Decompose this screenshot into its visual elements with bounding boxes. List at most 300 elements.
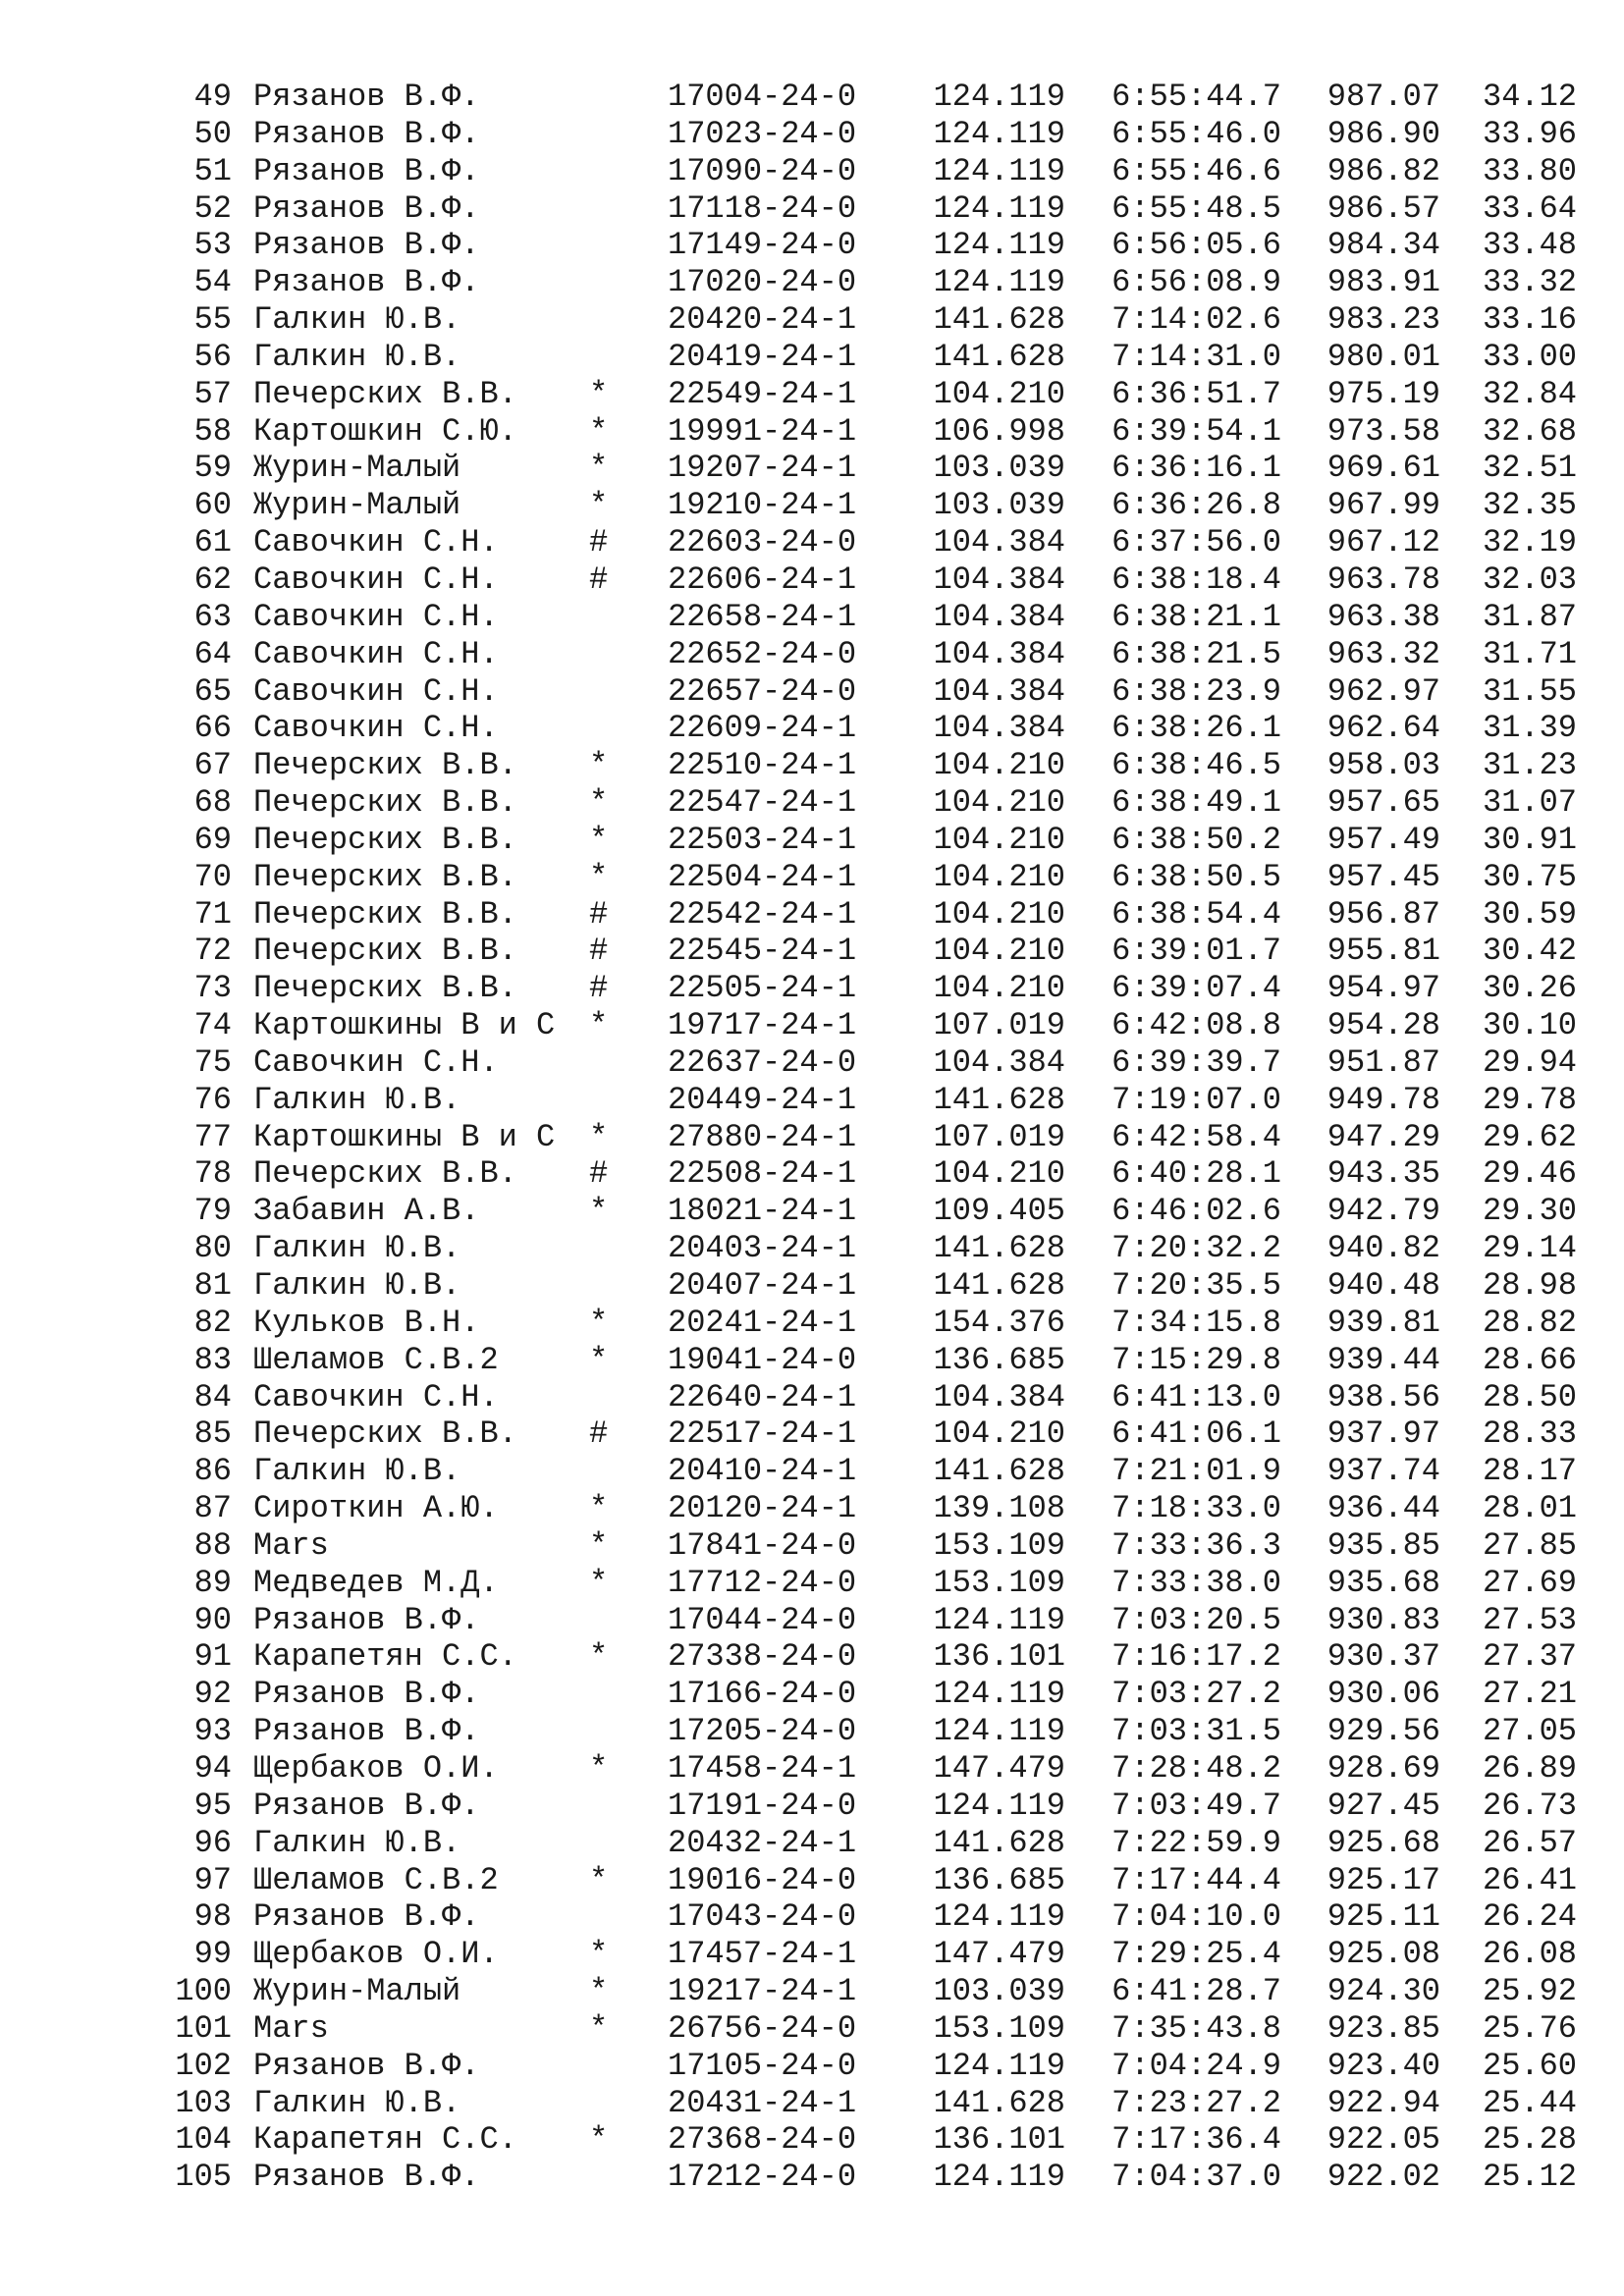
cell-flight-time: 6:36:26.8	[1111, 487, 1281, 524]
cell-flight-time: 6:38:21.1	[1111, 598, 1281, 635]
cell-points: 26.73	[1482, 1787, 1577, 1824]
cell-place: 89	[193, 1564, 232, 1601]
cell-distance: 104.210	[933, 747, 1065, 784]
cell-ring-number: 20407-24-1	[668, 1267, 857, 1304]
cell-place: 94	[193, 1749, 232, 1787]
table-row	[0, 673, 1624, 711]
cell-ring-number: 20403-24-1	[668, 1230, 857, 1267]
table-row	[0, 2121, 1624, 2159]
cell-points: 29.14	[1482, 1230, 1577, 1267]
cell-place: 61	[193, 524, 232, 561]
cell-distance: 104.210	[933, 821, 1065, 858]
cell-place: 68	[193, 784, 232, 822]
cell-speed: 957.49	[1326, 821, 1440, 858]
cell-mark: *	[589, 1749, 609, 1787]
cell-mark: #	[589, 970, 609, 1007]
cell-speed: 923.40	[1326, 2047, 1440, 2084]
cell-mark: *	[589, 1341, 609, 1378]
cell-points: 27.53	[1482, 1601, 1577, 1638]
table-row	[0, 1119, 1624, 1156]
cell-points: 29.62	[1482, 1118, 1577, 1155]
cell-flight-time: 6:39:01.7	[1111, 933, 1281, 970]
cell-distance: 106.998	[933, 412, 1065, 450]
cell-speed: 942.79	[1326, 1193, 1440, 1230]
cell-name: Савочкин С.Н.	[253, 1378, 499, 1415]
cell-flight-time: 7:19:07.0	[1111, 1081, 1281, 1118]
table-row	[0, 413, 1624, 451]
cell-mark: #	[589, 933, 609, 970]
cell-name: Журин-Малый	[253, 487, 461, 524]
cell-place: 83	[193, 1341, 232, 1378]
cell-speed: 935.68	[1326, 1564, 1440, 1601]
cell-name: Забавин А.В.	[253, 1193, 480, 1230]
cell-name: Рязанов В.Ф.	[253, 189, 480, 227]
cell-speed: 984.34	[1326, 227, 1440, 264]
cell-mark: #	[589, 895, 609, 933]
cell-name: Галкин Ю.В.	[253, 338, 461, 375]
cell-ring-number: 22505-24-1	[668, 970, 857, 1007]
cell-distance: 104.384	[933, 672, 1065, 710]
cell-distance: 147.479	[933, 1749, 1065, 1787]
cell-name: Печерских В.В.	[253, 933, 517, 970]
table-row	[0, 859, 1624, 896]
table-row	[0, 1713, 1624, 1750]
cell-name: Рязанов В.Ф.	[253, 2047, 480, 2084]
cell-points: 27.37	[1482, 1638, 1577, 1676]
cell-speed: 928.69	[1326, 1749, 1440, 1787]
cell-ring-number: 17004-24-0	[668, 79, 857, 115]
cell-flight-time: 6:41:13.0	[1111, 1378, 1281, 1415]
cell-place: 69	[193, 821, 232, 858]
cell-ring-number: 17458-24-1	[668, 1749, 857, 1787]
cell-distance: 104.210	[933, 1415, 1065, 1453]
cell-ring-number: 17205-24-0	[668, 1713, 857, 1750]
cell-distance: 104.210	[933, 375, 1065, 412]
cell-mark: *	[589, 1304, 609, 1341]
table-row	[0, 1044, 1624, 1082]
cell-name: Журин-Малый	[253, 1973, 461, 2010]
table-row	[0, 561, 1624, 599]
table-row	[0, 1490, 1624, 1527]
table-row	[0, 896, 1624, 934]
cell-flight-time: 7:20:32.2	[1111, 1230, 1281, 1267]
cell-points: 33.80	[1482, 152, 1577, 189]
cell-ring-number: 22606-24-1	[668, 561, 857, 598]
cell-ring-number: 20410-24-1	[668, 1453, 857, 1490]
cell-points: 30.75	[1482, 858, 1577, 895]
cell-points: 25.76	[1482, 2009, 1577, 2047]
cell-distance: 124.119	[933, 115, 1065, 152]
cell-place: 73	[193, 970, 232, 1007]
cell-speed: 954.97	[1326, 970, 1440, 1007]
cell-ring-number: 17457-24-1	[668, 1936, 857, 1973]
cell-ring-number: 17841-24-0	[668, 1526, 857, 1564]
cell-distance: 109.405	[933, 1193, 1065, 1230]
cell-distance: 103.039	[933, 1973, 1065, 2010]
cell-place: 86	[193, 1453, 232, 1490]
cell-place: 90	[193, 1601, 232, 1638]
results-table	[0, 79, 1624, 2196]
cell-points: 28.50	[1482, 1378, 1577, 1415]
cell-speed: 956.87	[1326, 895, 1440, 933]
cell-name: Mars	[253, 2009, 329, 2047]
cell-speed: 963.38	[1326, 598, 1440, 635]
cell-points: 32.51	[1482, 450, 1577, 487]
table-row	[0, 524, 1624, 561]
table-row	[0, 1453, 1624, 1490]
cell-mark: #	[589, 524, 609, 561]
cell-ring-number: 22640-24-1	[668, 1378, 857, 1415]
cell-name: Савочкин С.Н.	[253, 635, 499, 672]
cell-distance: 124.119	[933, 152, 1065, 189]
cell-ring-number: 17020-24-0	[668, 264, 857, 301]
cell-place: 72	[193, 933, 232, 970]
cell-place: 49	[193, 79, 232, 115]
cell-name: Картошкины В и С	[253, 1007, 556, 1044]
table-row	[0, 2010, 1624, 2048]
cell-distance: 141.628	[933, 1267, 1065, 1304]
cell-distance: 104.384	[933, 524, 1065, 561]
cell-mark: *	[589, 1526, 609, 1564]
cell-distance: 104.384	[933, 710, 1065, 747]
cell-name: Галкин Ю.В.	[253, 1824, 461, 1861]
cell-place: 105	[175, 2159, 232, 2196]
cell-place: 80	[193, 1230, 232, 1267]
cell-ring-number: 27338-24-0	[668, 1638, 857, 1676]
cell-flight-time: 7:04:37.0	[1111, 2159, 1281, 2196]
table-row	[0, 1155, 1624, 1193]
cell-place: 92	[193, 1676, 232, 1713]
cell-ring-number: 19210-24-1	[668, 487, 857, 524]
cell-place: 52	[193, 189, 232, 227]
cell-ring-number: 19217-24-1	[668, 1973, 857, 2010]
cell-speed: 973.58	[1326, 412, 1440, 450]
table-row	[0, 264, 1624, 301]
cell-name: Рязанов В.Ф.	[253, 1676, 480, 1713]
cell-place: 57	[193, 375, 232, 412]
cell-place: 95	[193, 1787, 232, 1824]
cell-points: 26.41	[1482, 1861, 1577, 1898]
cell-ring-number: 26756-24-0	[668, 2009, 857, 2047]
cell-speed: 983.23	[1326, 301, 1440, 339]
table-row	[0, 636, 1624, 673]
cell-name: Галкин Ю.В.	[253, 1230, 461, 1267]
cell-mark: *	[589, 747, 609, 784]
cell-place: 91	[193, 1638, 232, 1676]
cell-flight-time: 7:33:36.3	[1111, 1526, 1281, 1564]
cell-ring-number: 17090-24-0	[668, 152, 857, 189]
cell-speed: 940.82	[1326, 1230, 1440, 1267]
cell-ring-number: 19991-24-1	[668, 412, 857, 450]
cell-distance: 124.119	[933, 1676, 1065, 1713]
cell-flight-time: 7:34:15.8	[1111, 1304, 1281, 1341]
table-row	[0, 450, 1624, 487]
cell-place: 82	[193, 1304, 232, 1341]
cell-flight-time: 6:38:50.2	[1111, 821, 1281, 858]
cell-distance: 141.628	[933, 1081, 1065, 1118]
cell-speed: 986.90	[1326, 115, 1440, 152]
cell-place: 71	[193, 895, 232, 933]
cell-distance: 124.119	[933, 2159, 1065, 2196]
cell-speed: 958.03	[1326, 747, 1440, 784]
cell-distance: 141.628	[933, 2084, 1065, 2121]
table-row	[0, 1898, 1624, 1936]
cell-speed: 930.06	[1326, 1676, 1440, 1713]
cell-name: Печерских В.В.	[253, 895, 517, 933]
cell-points: 32.03	[1482, 561, 1577, 598]
cell-name: Картошкины В и С	[253, 1118, 556, 1155]
cell-speed: 935.85	[1326, 1526, 1440, 1564]
cell-place: 63	[193, 598, 232, 635]
cell-distance: 104.210	[933, 1155, 1065, 1193]
cell-distance: 124.119	[933, 227, 1065, 264]
cell-flight-time: 7:23:27.2	[1111, 2084, 1281, 2121]
cell-points: 28.33	[1482, 1415, 1577, 1453]
cell-place: 64	[193, 635, 232, 672]
cell-distance: 141.628	[933, 1230, 1065, 1267]
cell-flight-time: 7:04:24.9	[1111, 2047, 1281, 2084]
table-row	[0, 339, 1624, 376]
cell-mark: *	[589, 2121, 609, 2159]
cell-flight-time: 7:29:25.4	[1111, 1936, 1281, 1973]
cell-name: Картошкин С.Ю.	[253, 412, 517, 450]
cell-name: Сироткин А.Ю.	[253, 1490, 499, 1527]
cell-speed: 938.56	[1326, 1378, 1440, 1415]
cell-points: 33.00	[1482, 338, 1577, 375]
cell-name: Галкин Ю.В.	[253, 1081, 461, 1118]
cell-flight-time: 6:38:54.4	[1111, 895, 1281, 933]
cell-points: 29.46	[1482, 1155, 1577, 1193]
cell-ring-number: 20419-24-1	[668, 338, 857, 375]
cell-distance: 104.384	[933, 635, 1065, 672]
cell-name: Рязанов В.Ф.	[253, 264, 480, 301]
cell-flight-time: 6:38:21.5	[1111, 635, 1281, 672]
cell-distance: 104.210	[933, 895, 1065, 933]
cell-name: Савочкин С.Н.	[253, 598, 499, 635]
cell-flight-time: 6:55:48.5	[1111, 189, 1281, 227]
cell-ring-number: 19041-24-0	[668, 1341, 857, 1378]
cell-ring-number: 20120-24-1	[668, 1490, 857, 1527]
cell-speed: 963.78	[1326, 561, 1440, 598]
cell-distance: 103.039	[933, 450, 1065, 487]
cell-ring-number: 22637-24-0	[668, 1043, 857, 1081]
cell-distance: 136.685	[933, 1861, 1065, 1898]
cell-points: 26.89	[1482, 1749, 1577, 1787]
cell-name: Рязанов В.Ф.	[253, 79, 480, 115]
cell-flight-time: 6:46:02.6	[1111, 1193, 1281, 1230]
cell-place: 60	[193, 487, 232, 524]
cell-points: 25.44	[1482, 2084, 1577, 2121]
cell-points: 33.16	[1482, 301, 1577, 339]
table-row	[0, 1750, 1624, 1788]
cell-ring-number: 20431-24-1	[668, 2084, 857, 2121]
cell-points: 25.12	[1482, 2159, 1577, 2196]
cell-ring-number: 22510-24-1	[668, 747, 857, 784]
cell-flight-time: 7:14:02.6	[1111, 301, 1281, 339]
cell-distance: 124.119	[933, 1713, 1065, 1750]
cell-mark: *	[589, 1007, 609, 1044]
cell-points: 25.60	[1482, 2047, 1577, 2084]
cell-place: 75	[193, 1043, 232, 1081]
cell-points: 28.98	[1482, 1267, 1577, 1304]
cell-flight-time: 7:28:48.2	[1111, 1749, 1281, 1787]
cell-place: 93	[193, 1713, 232, 1750]
cell-speed: 951.87	[1326, 1043, 1440, 1081]
cell-place: 74	[193, 1007, 232, 1044]
table-row	[0, 1936, 1624, 1973]
cell-ring-number: 19717-24-1	[668, 1007, 857, 1044]
cell-speed: 927.45	[1326, 1787, 1440, 1824]
cell-place: 66	[193, 710, 232, 747]
cell-name: Рязанов В.Ф.	[253, 115, 480, 152]
table-row	[0, 190, 1624, 228]
cell-flight-time: 6:38:18.4	[1111, 561, 1281, 598]
cell-points: 31.71	[1482, 635, 1577, 672]
cell-speed: 922.02	[1326, 2159, 1440, 2196]
cell-points: 27.05	[1482, 1713, 1577, 1750]
cell-name: Рязанов В.Ф.	[253, 227, 480, 264]
cell-name: Печерских В.В.	[253, 784, 517, 822]
cell-speed: 987.07	[1326, 79, 1440, 115]
cell-place: 53	[193, 227, 232, 264]
cell-name: Шеламов С.В.2	[253, 1341, 499, 1378]
cell-points: 29.30	[1482, 1193, 1577, 1230]
cell-points: 28.82	[1482, 1304, 1577, 1341]
table-row	[0, 227, 1624, 264]
cell-ring-number: 22545-24-1	[668, 933, 857, 970]
cell-points: 26.57	[1482, 1824, 1577, 1861]
cell-speed: 929.56	[1326, 1713, 1440, 1750]
cell-flight-time: 7:03:20.5	[1111, 1601, 1281, 1638]
cell-flight-time: 7:35:43.8	[1111, 2009, 1281, 2047]
cell-name: Медведев М.Д.	[253, 1564, 499, 1601]
cell-speed: 986.82	[1326, 152, 1440, 189]
table-row	[0, 1342, 1624, 1379]
cell-flight-time: 7:03:31.5	[1111, 1713, 1281, 1750]
cell-distance: 153.109	[933, 1526, 1065, 1564]
cell-speed: 925.11	[1326, 1898, 1440, 1936]
cell-name: Рязанов В.Ф.	[253, 1713, 480, 1750]
cell-place: 101	[175, 2009, 232, 2047]
cell-mark: *	[589, 1490, 609, 1527]
cell-points: 25.92	[1482, 1973, 1577, 2010]
cell-mark: *	[589, 1193, 609, 1230]
table-row	[0, 1676, 1624, 1713]
cell-name: Рязанов В.Ф.	[253, 1898, 480, 1936]
cell-place: 100	[175, 1973, 232, 2010]
cell-mark: *	[589, 375, 609, 412]
cell-place: 99	[193, 1936, 232, 1973]
cell-name: Щербаков О.И.	[253, 1749, 499, 1787]
cell-flight-time: 7:03:49.7	[1111, 1787, 1281, 1824]
cell-points: 29.94	[1482, 1043, 1577, 1081]
cell-flight-time: 6:55:46.0	[1111, 115, 1281, 152]
cell-distance: 141.628	[933, 1453, 1065, 1490]
cell-name: Рязанов В.Ф.	[253, 2159, 480, 2196]
cell-distance: 104.210	[933, 784, 1065, 822]
cell-place: 103	[175, 2084, 232, 2121]
cell-place: 76	[193, 1081, 232, 1118]
cell-distance: 104.210	[933, 970, 1065, 1007]
table-row	[0, 1379, 1624, 1416]
cell-points: 26.08	[1482, 1936, 1577, 1973]
cell-ring-number: 19207-24-1	[668, 450, 857, 487]
cell-mark: *	[589, 1564, 609, 1601]
cell-ring-number: 22652-24-0	[668, 635, 857, 672]
cell-points: 31.07	[1482, 784, 1577, 822]
table-row	[0, 1825, 1624, 1862]
cell-points: 30.91	[1482, 821, 1577, 858]
cell-ring-number: 17043-24-0	[668, 1898, 857, 1936]
table-row	[0, 970, 1624, 1007]
cell-ring-number: 20432-24-1	[668, 1824, 857, 1861]
cell-points: 28.01	[1482, 1490, 1577, 1527]
cell-place: 85	[193, 1415, 232, 1453]
cell-speed: 940.48	[1326, 1267, 1440, 1304]
cell-flight-time: 7:17:36.4	[1111, 2121, 1281, 2159]
table-row	[0, 2085, 1624, 2122]
cell-ring-number: 17712-24-0	[668, 1564, 857, 1601]
cell-speed: 954.28	[1326, 1007, 1440, 1044]
cell-mark: #	[589, 561, 609, 598]
cell-ring-number: 22547-24-1	[668, 784, 857, 822]
cell-mark: *	[589, 487, 609, 524]
cell-flight-time: 6:38:50.5	[1111, 858, 1281, 895]
cell-speed: 955.81	[1326, 933, 1440, 970]
cell-name: Галкин Ю.В.	[253, 301, 461, 339]
cell-speed: 962.97	[1326, 672, 1440, 710]
cell-place: 81	[193, 1267, 232, 1304]
cell-points: 32.84	[1482, 375, 1577, 412]
cell-mark: *	[589, 1638, 609, 1676]
cell-speed: 925.17	[1326, 1861, 1440, 1898]
cell-speed: 962.64	[1326, 710, 1440, 747]
cell-distance: 104.210	[933, 933, 1065, 970]
cell-mark: *	[589, 1118, 609, 1155]
cell-mark: *	[589, 450, 609, 487]
cell-distance: 104.384	[933, 1043, 1065, 1081]
cell-place: 79	[193, 1193, 232, 1230]
cell-flight-time: 6:41:06.1	[1111, 1415, 1281, 1453]
cell-flight-time: 6:39:07.4	[1111, 970, 1281, 1007]
cell-flight-time: 6:55:46.6	[1111, 152, 1281, 189]
cell-ring-number: 20449-24-1	[668, 1081, 857, 1118]
cell-flight-time: 6:38:49.1	[1111, 784, 1281, 822]
cell-distance: 124.119	[933, 2047, 1065, 2084]
cell-points: 33.96	[1482, 115, 1577, 152]
cell-flight-time: 7:14:31.0	[1111, 338, 1281, 375]
cell-distance: 104.384	[933, 561, 1065, 598]
cell-name: Рязанов В.Ф.	[253, 152, 480, 189]
cell-flight-time: 7:16:17.2	[1111, 1638, 1281, 1676]
cell-ring-number: 20241-24-1	[668, 1304, 857, 1341]
cell-place: 56	[193, 338, 232, 375]
cell-place: 78	[193, 1155, 232, 1193]
cell-ring-number: 22542-24-1	[668, 895, 857, 933]
cell-name: Рязанов В.Ф.	[253, 1787, 480, 1824]
cell-flight-time: 7:21:01.9	[1111, 1453, 1281, 1490]
cell-mark: *	[589, 858, 609, 895]
cell-mark: *	[589, 1861, 609, 1898]
cell-flight-time: 7:04:10.0	[1111, 1898, 1281, 1936]
cell-points: 27.85	[1482, 1526, 1577, 1564]
cell-flight-time: 6:56:08.9	[1111, 264, 1281, 301]
cell-points: 31.55	[1482, 672, 1577, 710]
cell-points: 33.64	[1482, 189, 1577, 227]
cell-mark: *	[589, 821, 609, 858]
cell-place: 70	[193, 858, 232, 895]
cell-flight-time: 7:20:35.5	[1111, 1267, 1281, 1304]
